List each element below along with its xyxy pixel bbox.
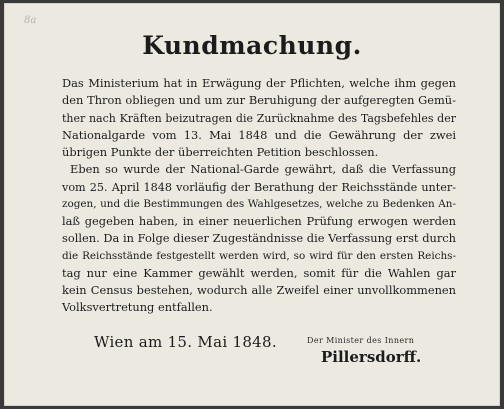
document-title: Kundmachung.	[142, 31, 362, 60]
text-line: kein Census bestehen, wodurch alle Zweifel einer unvollkommenen	[62, 283, 456, 297]
text-line: ther nach Kräften beizutragen die Zurücknahme des Tagsbefehles der	[62, 111, 456, 125]
pencil-archive-mark: 8a	[24, 15, 37, 26]
document-page	[4, 3, 500, 406]
text-line: laß gegeben haben, in einer neuerlichen Prüfung erwogen werden	[62, 214, 456, 228]
proclamation-body	[62, 75, 456, 317]
paragraph-2	[62, 161, 456, 316]
text-line: den Thron obliegen und um zur Beruhigung der aufgeregten Gemü-	[62, 93, 456, 108]
text-line: Volksvertretung entfallen.	[62, 300, 213, 315]
signature-name: Pillersdorff.	[321, 348, 422, 366]
text-line: die Reichsstände festgestellt werden wird, so wird für den ersten Reichs-	[62, 249, 456, 262]
signature-label: Der Minister des Innern	[307, 336, 415, 345]
place-date-line: Wien am 15. Mai 1848.	[94, 333, 277, 351]
text-line: Das Ministerium hat in Erwägung der Pflichten, welche ihm gegen	[62, 76, 456, 90]
text-line: Nationalgarde vom 13. Mai 1848 und die Gewährung der zwei	[62, 127, 456, 142]
text-line: Eben so wurde der National-Garde gewährt, daß die Verfassung	[70, 162, 456, 177]
text-line: zogen, und die Bestimmungen des Wahlgesetzes, welche zu Bedenken An-	[62, 197, 456, 210]
text-line: sollen. Da in Folge dieser Zugeständnisse die Verfassung erst durch	[62, 231, 456, 246]
paragraph-1	[62, 75, 456, 161]
text-line: übrigen Punkte der überreichten Petition beschlossen.	[62, 145, 379, 159]
text-line: tag nur eine Kammer gewählt werden, somit für die Wahlen gar	[62, 265, 456, 280]
text-line: vom 25. April 1848 vorläufig der Berathung der Reichsstände unter-	[62, 180, 456, 194]
